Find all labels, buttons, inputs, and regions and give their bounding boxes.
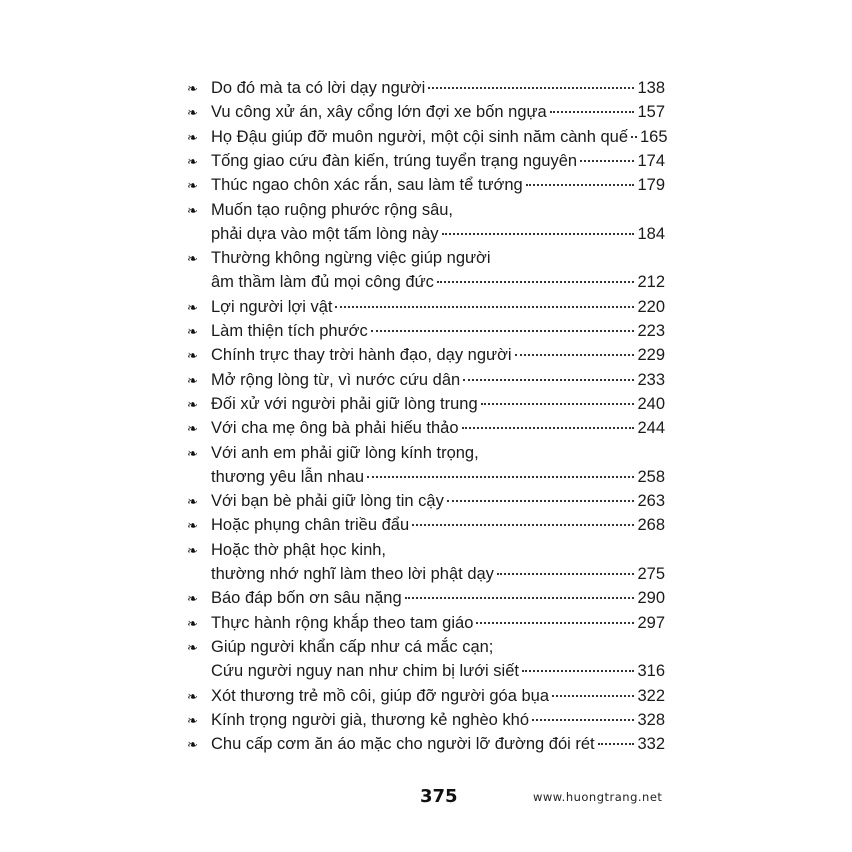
toc-entry-line [187, 149, 665, 173]
leaf-fleuron-icon: ❧ [187, 204, 198, 219]
leaf-fleuron-icon: ❧ [187, 447, 198, 462]
toc-entry-line [187, 198, 665, 222]
toc-entry-title: Thực hành rộng khắp theo tam giáo [211, 614, 474, 632]
toc-entry-title: thương yêu lẫn nhau [211, 468, 365, 486]
toc-entry-continuation [211, 659, 665, 683]
toc-entry-title: thường nhớ nghĩ làm theo lời phật dạy [211, 565, 494, 583]
toc-page-number: 332 [637, 735, 665, 753]
toc-entry-line [187, 368, 665, 392]
toc-entry-line [187, 708, 665, 732]
dot-leader [476, 622, 634, 624]
dot-leader [631, 136, 637, 138]
leaf-fleuron-icon: ❧ [187, 301, 198, 316]
leaf-fleuron-icon: ❧ [187, 422, 198, 437]
dot-leader [522, 670, 635, 672]
toc-entry-title: Với cha mẹ ông bà phải hiếu thảo [211, 419, 459, 437]
toc-entry-title: Hoặc phụng chân triều đẩu [211, 516, 410, 534]
toc-page-number: 184 [637, 225, 665, 243]
toc-page-number: 240 [637, 395, 665, 413]
toc-page-number: 258 [637, 468, 665, 486]
leaf-fleuron-icon: ❧ [187, 617, 198, 632]
dot-leader [447, 500, 635, 502]
toc-entry-line [187, 76, 665, 100]
toc-page-number: 275 [637, 565, 665, 583]
toc-page-number: 220 [637, 298, 665, 316]
toc-page-number: 212 [637, 273, 665, 291]
toc-page-number: 268 [637, 516, 665, 534]
toc-page-number: 297 [637, 614, 665, 632]
dot-leader [481, 403, 635, 405]
toc-entry-line [187, 684, 665, 708]
dot-leader [428, 87, 634, 89]
toc-entry-title: Họ Đậu giúp đỡ muôn người, một cội sinh năm cành quế [211, 128, 628, 146]
leaf-fleuron-icon: ❧ [187, 495, 198, 510]
toc-entry-title: phải dựa vào một tấm lòng này [211, 225, 439, 243]
toc-page-number: 316 [637, 662, 665, 680]
toc-entry-line [187, 319, 665, 343]
toc-page-number: 165 [640, 128, 668, 146]
toc-entry-title: Lợi người lợi vật [211, 298, 333, 316]
toc-page-number: 174 [637, 152, 665, 170]
toc-entry-title: âm thầm làm đủ mọi công đức [211, 273, 434, 291]
toc-entry-line [187, 538, 665, 562]
toc-entry-line [187, 586, 665, 610]
dot-leader [412, 524, 634, 526]
toc-page-number: 179 [637, 176, 665, 194]
toc-entry-title: Mở rộng lòng từ, vì nước cứu dân [211, 371, 461, 389]
leaf-fleuron-icon: ❧ [187, 82, 198, 97]
toc-entry-title: Thúc ngao chôn xác rắn, sau làm tể tướng [211, 176, 523, 194]
toc-page-number: 223 [637, 322, 665, 340]
toc-entry-title: Xót thương trẻ mồ côi, giúp đỡ người góa bụa [211, 687, 549, 705]
page-number: 375 [420, 786, 458, 807]
toc-entry-line [187, 732, 665, 756]
toc-page-number: 233 [637, 371, 665, 389]
toc-entry-continuation [211, 465, 665, 489]
toc-entry-title: Vu công xử án, xây cổng lớn đợi xe bốn ngựa [211, 103, 547, 121]
dot-leader [371, 330, 635, 332]
dot-leader [497, 573, 635, 575]
leaf-fleuron-icon: ❧ [187, 592, 198, 607]
toc-page-number: 263 [637, 492, 665, 510]
leaf-fleuron-icon: ❧ [187, 374, 198, 389]
leaf-fleuron-icon: ❧ [187, 690, 198, 705]
toc-entry-line [187, 100, 665, 124]
toc-entry-title: Tống giao cứu đàn kiến, trúng tuyển trạng nguyên [211, 152, 578, 170]
toc-page-number: 229 [637, 346, 665, 364]
toc-entry-title: Kính trọng người già, thương kẻ nghèo khó [211, 711, 530, 729]
website-url: www.huongtrang.net [533, 790, 663, 804]
toc-entry-title: Với bạn bè phải giữ lòng tin cậy [211, 492, 444, 510]
leaf-fleuron-icon: ❧ [187, 641, 198, 656]
dot-leader [552, 695, 634, 697]
dot-leader [462, 427, 635, 429]
toc-entry-title: Hoặc thờ phật học kinh, [211, 541, 387, 559]
toc-entry-line [187, 392, 665, 416]
toc-entry-title: Làm thiện tích phước [211, 322, 368, 340]
toc-entry-line [187, 343, 665, 367]
dot-leader [598, 743, 635, 745]
toc-entry-line [187, 513, 665, 537]
dot-leader [580, 160, 634, 162]
toc-entry-title: Giúp người khẩn cấp như cá mắc cạn; [211, 638, 494, 656]
leaf-fleuron-icon: ❧ [187, 544, 198, 559]
leaf-fleuron-icon: ❧ [187, 325, 198, 340]
toc-entry-line [187, 611, 665, 635]
dot-leader [442, 233, 635, 235]
toc-entry-line [187, 635, 665, 659]
toc-entry-title: Do đó mà ta có lời dạy người [211, 79, 426, 97]
dot-leader [463, 379, 634, 381]
toc-entry-continuation [211, 270, 665, 294]
toc-entry-title: Đối xử với người phải giữ lòng trung [211, 395, 478, 413]
leaf-fleuron-icon: ❧ [187, 252, 198, 267]
leaf-fleuron-icon: ❧ [187, 398, 198, 413]
toc-entry-line [187, 246, 665, 270]
leaf-fleuron-icon: ❧ [187, 131, 198, 146]
leaf-fleuron-icon: ❧ [187, 738, 198, 753]
toc-page-number: 138 [637, 79, 665, 97]
toc-entry-title: Báo đáp bốn ơn sâu nặng [211, 589, 402, 607]
dot-leader [367, 476, 634, 478]
toc-page-number: 290 [637, 589, 665, 607]
toc-entry-continuation [211, 562, 665, 586]
dot-leader [515, 354, 635, 356]
toc-page-number: 322 [637, 687, 665, 705]
toc-entry-title: Thường không ngừng việc giúp người [211, 249, 491, 267]
dot-leader [405, 597, 635, 599]
leaf-fleuron-icon: ❧ [187, 179, 198, 194]
toc-entry-line [187, 489, 665, 513]
leaf-fleuron-icon: ❧ [187, 519, 198, 534]
toc-entry-line [187, 441, 665, 465]
toc-entry-line [187, 173, 665, 197]
dot-leader [532, 719, 634, 721]
leaf-fleuron-icon: ❧ [187, 349, 198, 364]
toc-entry-title: Muốn tạo ruộng phước rộng sâu, [211, 201, 454, 219]
dot-leader [550, 111, 635, 113]
dot-leader [526, 184, 635, 186]
toc-page-number: 244 [637, 419, 665, 437]
leaf-fleuron-icon: ❧ [187, 714, 198, 729]
toc-entry-line [187, 416, 665, 440]
toc-entry-continuation [211, 222, 665, 246]
leaf-fleuron-icon: ❧ [187, 155, 198, 170]
dot-leader [335, 306, 634, 308]
toc-page-number: 157 [637, 103, 665, 121]
toc-entry-title: Chính trực thay trời hành đạo, dạy người [211, 346, 512, 364]
toc-entry-title: Chu cấp cơm ăn áo mặc cho người lỡ đường đói rét [211, 735, 595, 753]
toc-entry-line [187, 125, 668, 149]
toc-page-number: 328 [637, 711, 665, 729]
toc-entry-title: Cứu người nguy nan như chim bị lưới siết [211, 662, 519, 680]
leaf-fleuron-icon: ❧ [187, 106, 198, 121]
dot-leader [437, 281, 635, 283]
toc-entry-line [187, 295, 665, 319]
toc-entry-title: Với anh em phải giữ lòng kính trọng, [211, 444, 479, 462]
